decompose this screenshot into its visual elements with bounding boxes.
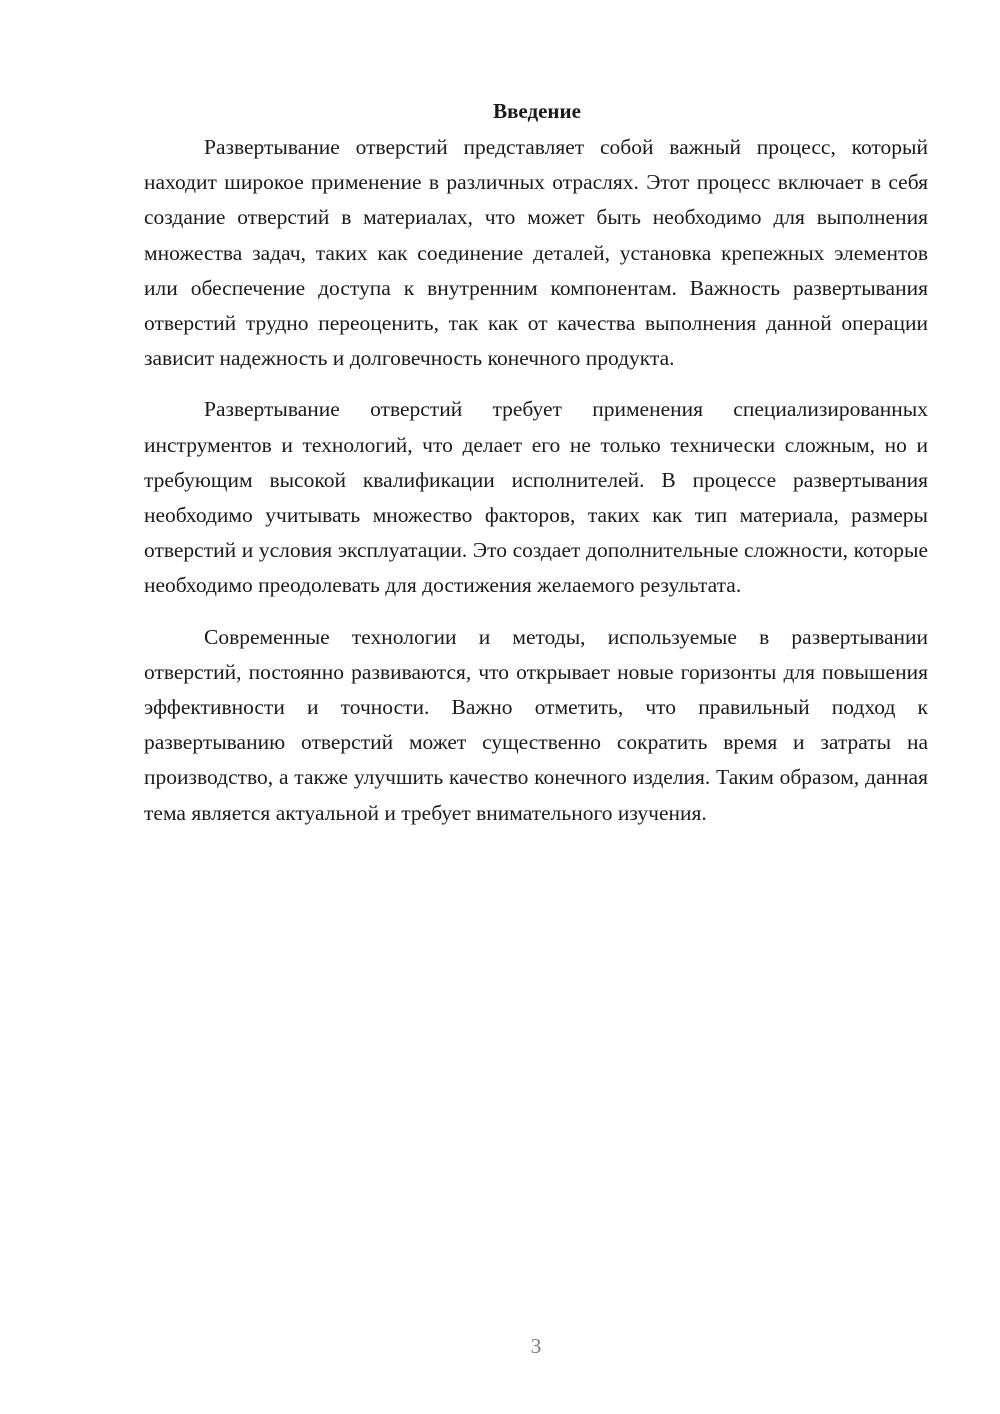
page-number: 3 (530, 1334, 542, 1358)
paragraph-3: Современные технологии и методы, используемые в развертывании отверстий, постоянно развиваются, что открывает новые горизонты для повышения эффективности и точности. Важно отметить, что правильный подход к развертыванию отверстий может существенно сократить время и затраты на производство, а также улучшить качество конечного изделия. Таким образом, данная тема является актуальной и требует внимательного изучения. (144, 624, 928, 825)
section-heading: Введение (493, 99, 581, 123)
paragraph-2: Развертывание отверстий требует применения специализированных инструментов и технологий, что делает его не только технически сложным, но и требующим высокой квалификации исполнителей. В процессе развертывания необходимо учитывать множество факторов, таких как тип материала, размеры отверстий и условия эксплуатации. Это создает дополнительные сложности, которые необходимо преодолевать для достижения желаемого результата. (144, 397, 928, 598)
document-body (144, 96, 928, 847)
paragraph-1: Развертывание отверстий представляет собой важный процесс, который находит широкое применение в различных отраслях. Этот процесс включает в себя создание отверстий в материалах, что может быть необходимо для выполнения множества задач, таких как соединение деталей, установка крепежных элементов или обеспечение доступа к внутренним компонентам. Важность развертывания отверстий трудно переоценить, так как от качества выполнения данной операции зависит надежность и долговечность конечного продукта. (144, 135, 928, 371)
